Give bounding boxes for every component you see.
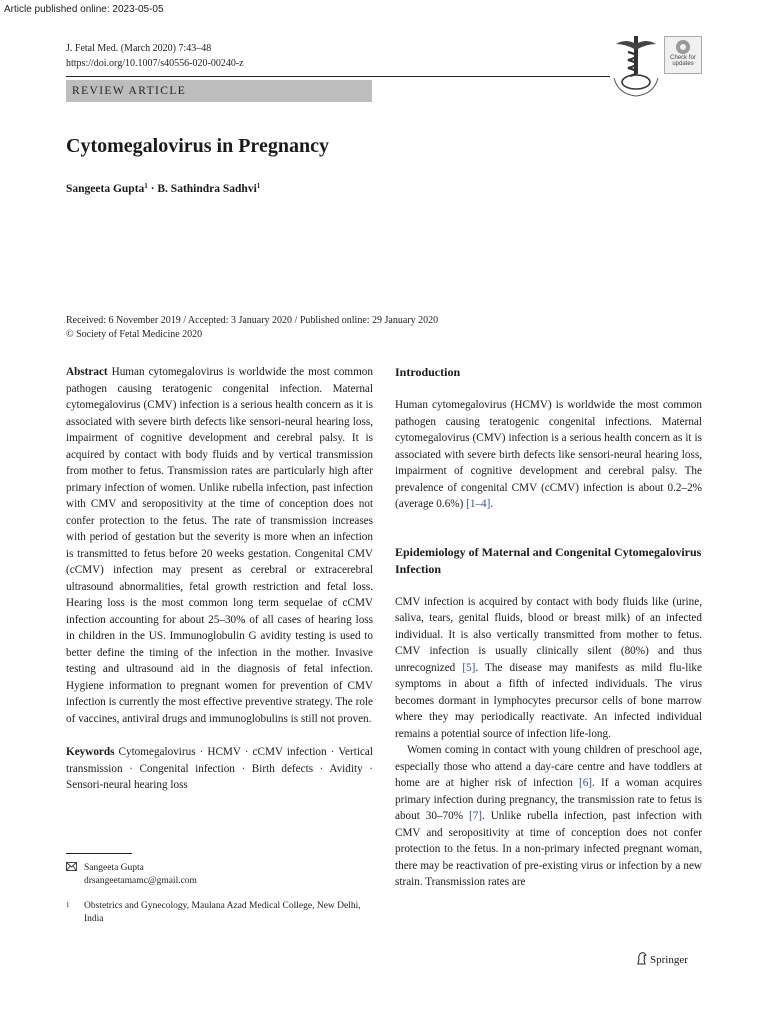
author-name[interactable]: Sangeeta Gupta (66, 183, 145, 195)
citation-link[interactable]: [7] (468, 810, 483, 822)
author-list (66, 178, 260, 197)
copyright-line: © Society of Fetal Medicine 2020 (66, 329, 203, 340)
check-updates-line2: updates (672, 61, 694, 67)
abstract-heading: Abstract (66, 366, 108, 378)
doi-link[interactable]: https://doi.org/10.1007/s40556-020-00240-z (66, 58, 244, 69)
keywords-paragraph (66, 744, 373, 794)
epidemiology-heading: Epidemiology of Maternal and Congenital Cytomegalovirus Infection (395, 544, 702, 576)
publisher-mark (636, 952, 688, 967)
article-type-label: REVIEW ARTICLE (66, 80, 372, 102)
footnote-rule (66, 853, 132, 854)
right-column (395, 364, 702, 891)
publisher-name: Springer (650, 954, 688, 966)
abstract-text: Human cytomegalovirus is worldwide the most common pathogen causing teratogenic congenital infection. Maternal cytomegalovirus (CMV) infection is a serious health concern as it is associated with severe birth defects like sensori-neural hearing loss, impairment of cognitive development and cerebral palsy. It is acquired by contact with body fluids and by vertical transmission from mother to fetus. Transmission rates are particularly high after primary infection of women. Unlike rubella infection, past infection with CMV and seropositivity at the time of conception does not confer protection to the fetus. The rate of transmission increases with period of gestation but the severity is more when an infection is transmitted to fetus before 20 weeks gestation. Congenital CMV (cCMV) infection may present as cerebral or extracerebral ultrasound abnormalities, fetal growth restriction and fetal loss. Hearing loss is the most common long term sequelae of cCMV infection accounting for about 25–30% of all cases of hearing loss in children in the US. Immunoglobulin G avidity testing is used to better define the timing of the infection in the mother. Invasive testing and ultrasound aid in the diagnosis of fetal infection. Hygiene information to pregnant women for prevention of CMV infection is currently the most effective preventive strategy. The role of vaccines, antiviral drugs and immunoglobulins is still not proven. (66, 366, 373, 725)
journal-citation: J. Fetal Med. (March 2020) 7:43–48 (66, 43, 212, 54)
publication-banner: Article published online: 2023-05-05 (4, 4, 164, 15)
journal-header (66, 41, 244, 71)
affiliation-note (66, 900, 374, 926)
author-affiliation-mark: 1 (256, 182, 261, 190)
affiliation-text: Obstetrics and Gynecology, Maulana Azad Medical College, New Delhi, India (84, 901, 361, 924)
author-name[interactable]: B. Sathindra Sadhvi (157, 183, 257, 195)
keywords-heading: Keywords (66, 746, 115, 758)
introduction-paragraph: Human cytomegalovirus (HCMV) is worldwide the most common pathogen causing teratogenic congenital infections. Maternal cytomegalovirus (CMV) infection is a serious health concern as it is associated with severe birth defects like sensori-neural hearing loss, impairment of cognitive development and cerebral palsy. The prevalence of congenital CMV (cCMV) infection is about 0.2–2% (average 0.6%) [1–4]. (395, 399, 702, 510)
article-title: Cytomegalovirus in Pregnancy (66, 135, 329, 157)
introduction-heading: Introduction (395, 365, 461, 379)
check-for-updates-badge[interactable] (664, 36, 702, 74)
affiliation-number: 1 (66, 901, 70, 909)
correspondence-name: Sangeeta Gupta (84, 863, 144, 873)
citation-link[interactable]: [1–4] (466, 498, 491, 510)
history-dates: Received: 6 November 2019 / Accepted: 3 January 2020 / Published online: 29 January 2020 (66, 315, 439, 326)
springer-horse-icon (636, 952, 648, 965)
correspondence-email[interactable]: drsangeetamamc@gmail.com (84, 876, 197, 886)
header-rule (66, 76, 610, 77)
author-separator: · (147, 183, 158, 195)
epidemiology-paragraph: Women coming in contact with young children of preschool age, especially those who attend a day-care centre and have toddlers at home are at higher risk of infection [6]. If a woman acquires primary infection during pregnancy, the transmission rate to fetus is about 30–70% [7]. Unlike rubella infection, past infection with CMV and seropositivity at time of conception does not confer protection to the fetus. In a non-primary infected pregnant woman, there may be reactivation of pre-existing virus or infection by a new strain. Transmission rates are (395, 744, 702, 888)
envelope-icon (66, 862, 84, 876)
left-column (66, 364, 373, 794)
epidemiology-paragraph: CMV infection is acquired by contact with body fluids like (urine, saliva, tears, genital fluids, blood or breast milk) of an infected individual. It is also vertically transmitted from mother to fetus. CMV infection is usually clinically silent (80%) and thus unrecognized [5]. The disease may manifests as mild flu-like symptoms in about a fifth of infected individuals. The virus becomes dormant in lymphocytes precursor cells of bone marrow where they may periodically reactivate. An infected individual remains a potential source of infection life-long. (395, 595, 702, 740)
society-logo (608, 30, 664, 100)
abstract-paragraph (66, 364, 373, 727)
check-updates-line1: Check for (670, 55, 696, 61)
citation-link[interactable]: [5] (462, 661, 476, 674)
citation-link[interactable]: [6] (578, 777, 593, 789)
correspondence-note (66, 862, 197, 888)
article-history (66, 314, 438, 342)
check-updates-icon (676, 40, 690, 54)
author-affiliation-mark: 1 (144, 182, 148, 190)
keywords-text: Cytomegalovirus · HCMV · cCMV infection · Vertical transmission · Congenital infection · Birth defects · Avidity · Sensori-neural hearing loss (66, 746, 373, 791)
